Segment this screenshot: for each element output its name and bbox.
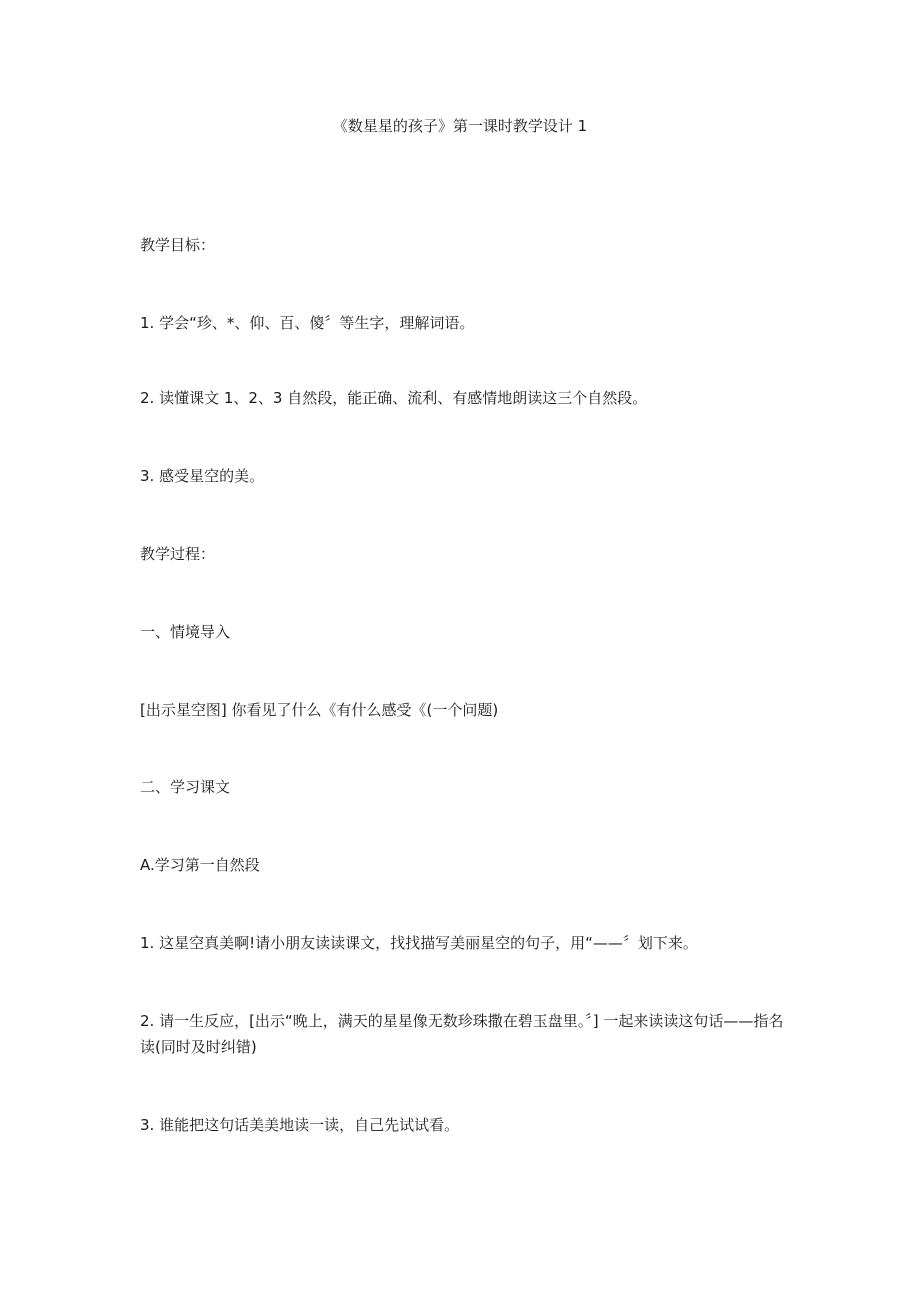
section-heading-process: 教学过程： xyxy=(140,545,216,563)
subheading-paragraph-one: A.学习第一自然段 xyxy=(140,856,260,874)
objective-item-2: 2. 读懂课文 1、2、3 自然段，能正确、流利、有感情地朗读这三个自然段。 xyxy=(140,389,648,407)
activity-item-3: 3. 谁能把这句话美美地读一读，自己先试试看。 xyxy=(140,1116,460,1134)
activity-item-1: 1. 这星空真美啊!请小朋友读读课文，找找描写美丽星空的句子，用“——〞划下来。 xyxy=(140,934,698,952)
document-title: 《数星星的孩子》第一课时教学设计 1 xyxy=(332,117,588,135)
activity-item-2: 2. 请一生反应，[出示“晚上，满天的星星像无数珍珠撒在碧玉盘里。〞] 一起来读读这句话——指名读(同时及时纠错) xyxy=(140,1012,784,1056)
step-heading-intro: 一、情境导入 xyxy=(140,623,231,641)
objective-item-3: 3. 感受星空的美。 xyxy=(140,467,265,485)
step-heading-learn: 二、学习课文 xyxy=(140,778,231,796)
objective-item-1: 1. 学会“珍、*、仰、百、傻〞等生字，理解词语。 xyxy=(140,314,475,332)
intro-paragraph: [出示星空图] 你看见了什么《有什么感受《(一个问题) xyxy=(140,701,499,719)
section-heading-objectives: 教学目标： xyxy=(140,236,216,254)
